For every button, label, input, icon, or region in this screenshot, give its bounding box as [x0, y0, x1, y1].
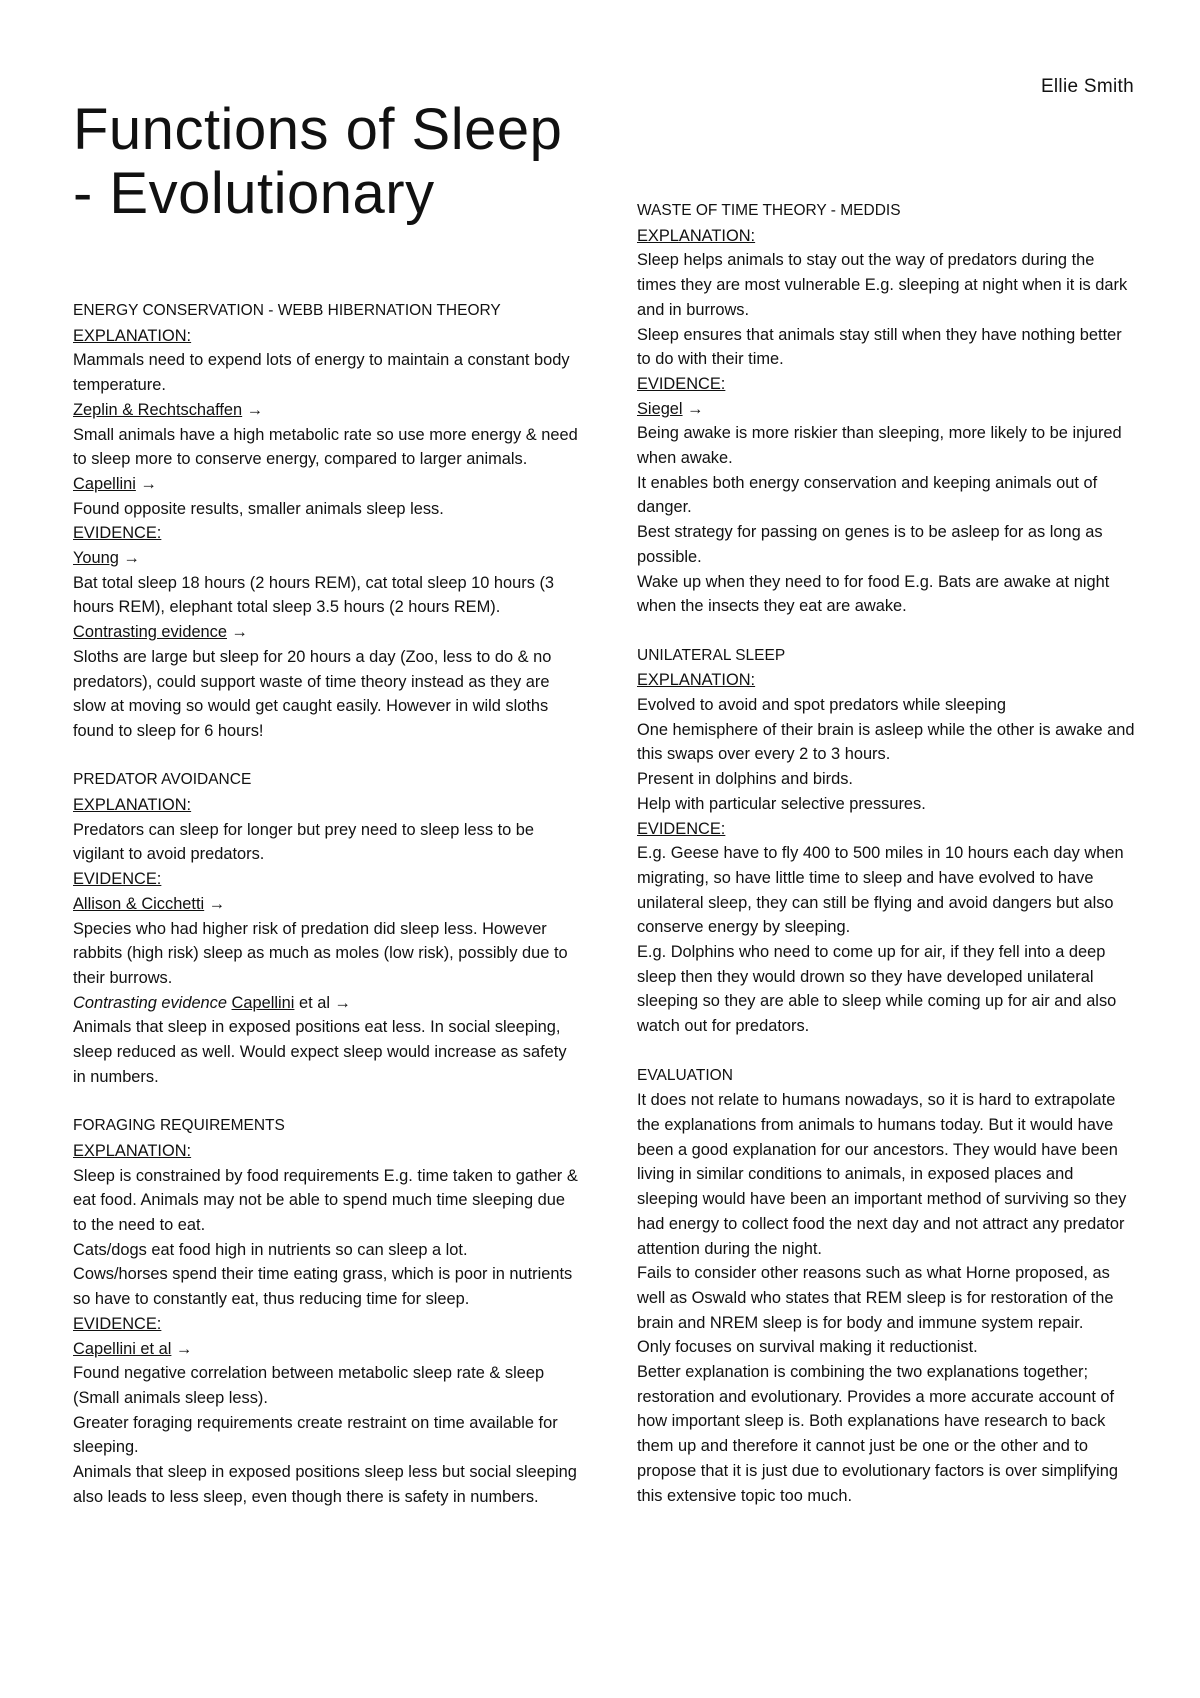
paragraph: Found negative correlation between metabolic sleep rate & sleep (Small animals sleep less).	[73, 1364, 545, 1407]
right-column	[637, 199, 1137, 1508]
study-name: Allison & Cicchetti	[73, 894, 205, 913]
paragraph: Best strategy for passing on genes is to be asleep for as long as possible.	[637, 523, 1103, 566]
paragraph: Predators can sleep for longer but prey need to sleep less to be vigilant to avoid predators.	[73, 820, 535, 864]
study-reference	[73, 892, 578, 917]
study-suffix: et al	[294, 993, 330, 1012]
section-heading-predator: PREDATOR AVOIDANCE	[73, 771, 252, 789]
paragraph: Help with particular selective pressures.	[637, 794, 926, 813]
study-reference	[73, 620, 578, 645]
paragraph: Being awake is more riskier than sleeping, more likely to be injured when awake.	[637, 424, 1122, 468]
paragraph: Animals that sleep in exposed positions eat less. In social sleeping, sleep reduced as well. Would expect sleep would increase as safety in numbers.	[73, 1018, 567, 1086]
section-heading-foraging: FORAGING REQUIREMENTS	[73, 1117, 285, 1135]
evidence-label: EVIDENCE:	[637, 374, 726, 393]
study-reference	[73, 991, 578, 1016]
paragraph: Wake up when they need to for food E.g. Bats are awake at night when the insects they eat are awake.	[637, 572, 1110, 616]
explanation-label: EXPLANATION:	[73, 1141, 192, 1160]
study-reference	[73, 1337, 578, 1362]
paragraph: Small animals have a high metabolic rate so use more energy & need to sleep more to conserve energy, compared to larger animals.	[73, 425, 578, 469]
study-name: Capellini	[231, 993, 295, 1012]
paragraph: Fails to consider other reasons such as what Horne proposed, as well as Oswald who states that REM sleep is for restoration of the brain and NREM sleep is for body and immune system repair.	[637, 1264, 1114, 1332]
section-heading-waste: WASTE OF TIME THEORY - MEDDIS	[637, 202, 901, 219]
arrow-icon: →	[175, 1339, 193, 1358]
paragraph: Species who had higher risk of predation did sleep less. However rabbits (high risk) sleep as much as moles (low risk), possibly due to their burrows.	[73, 919, 568, 987]
spacer	[637, 1039, 1137, 1064]
evidence-label: EVIDENCE:	[73, 524, 162, 543]
paragraph: Sleep is constrained by food requirements E.g. time taken to gather & eat food. Animals may not be able to spend much time sleeping due to the need to eat.	[73, 1166, 578, 1234]
paragraph: Found opposite results, smaller animals sleep less.	[73, 499, 444, 518]
arrow-icon: →	[246, 400, 264, 419]
study-reference	[73, 546, 578, 571]
study-reference	[637, 397, 1137, 422]
evidence-label: EVIDENCE:	[73, 870, 162, 889]
paragraph: Only focuses on survival making it reductionist.	[637, 1338, 978, 1357]
arrow-icon: →	[687, 399, 704, 418]
study-reference	[73, 472, 578, 497]
evidence-label: EVIDENCE:	[637, 819, 726, 838]
spacer	[637, 619, 1137, 644]
evidence-label: EVIDENCE:	[73, 1314, 162, 1333]
study-name: Capellini	[73, 474, 136, 493]
paragraph: Evolved to avoid and spot predators while sleeping	[637, 696, 1007, 715]
arrow-icon: →	[208, 894, 226, 913]
paragraph: Animals that sleep in exposed positions sleep less but social sleeping also leads to less sleep, even though there is safety in numbers.	[73, 1463, 577, 1506]
left-column	[73, 299, 578, 1509]
paragraph: Cats/dogs eat food high in nutrients so can sleep a lot.	[73, 1240, 468, 1259]
arrow-icon: →	[123, 549, 140, 568]
paragraph: Mammals need to expend lots of energy to maintain a constant body temperature.	[73, 351, 570, 395]
study-name: Young	[73, 549, 119, 568]
study-name: Siegel	[637, 399, 683, 418]
paragraph: Bat total sleep 18 hours (2 hours REM), cat total sleep 10 hours (3 hours REM), elephant total sleep 3.5 hours (2 hours REM).	[73, 573, 555, 617]
paragraph: Sleep ensures that animals stay still when they have nothing better to do with their time.	[637, 325, 1122, 369]
explanation-label: EXPLANATION:	[73, 796, 192, 815]
paragraph: Present in dolphins and birds.	[637, 770, 853, 789]
paragraph: It enables both energy conservation and keeping animals out of danger.	[637, 473, 1098, 517]
section-heading-evaluation: EVALUATION	[637, 1066, 733, 1084]
explanation-label: EXPLANATION:	[637, 226, 756, 245]
study-name: Zeplin & Rechtschaffen	[73, 400, 243, 419]
paragraph: Greater foraging requirements create restraint on time available for sleeping.	[73, 1413, 558, 1457]
spacer	[73, 1089, 578, 1114]
arrow-icon: →	[334, 993, 351, 1012]
paragraph: Sloths are large but sleep for 20 hours a day (Zoo, less to do & no predators), could support waste of time theory instead as they are slow at moving so would get caught easily. However in wild sloths found to sleep for 6 hours!	[73, 647, 552, 740]
study-name: Capellini et al	[73, 1339, 172, 1358]
section-heading-energy: ENERGY CONSERVATION - WEBB HIBERNATION THEORY	[73, 302, 501, 319]
paragraph: Cows/horses spend their time eating grass, which is poor in nutrients so have to constantly eat, thus reducing time for sleep.	[73, 1265, 573, 1309]
paragraph: E.g. Dolphins who need to come up for air, if they fell into a deep sleep then they would drown so they have developed unilateral sleeping so they are able to sleep while coming up for air and also watch out for predators.	[637, 943, 1117, 1036]
page-title: Functions of Sleep - Evolutionary	[73, 97, 563, 226]
paragraph: It does not relate to humans nowadays, so it is hard to extrapolate the explanations from animals to humans today. But it would have been a good explanation for our ancestors. They would have been living in similar conditions to animals, in exposed places and sleeping would have been an important method of surviving so they had energy to collect food the next day and not attract any predator attention during the night.	[637, 1091, 1127, 1258]
arrow-icon: →	[231, 623, 248, 642]
paragraph: Sleep helps animals to stay out the way of predators during the times they are most vulnerable E.g. sleeping at night when it is dark and in burrows.	[637, 251, 1128, 319]
arrow-icon: →	[140, 474, 157, 493]
spacer	[73, 744, 578, 769]
section-heading-unilateral: UNILATERAL SLEEP	[637, 646, 786, 664]
author-name: Ellie Smith	[1040, 76, 1134, 97]
paragraph: E.g. Geese have to fly 400 to 500 miles in 10 hours each day when migrating, so have little time to sleep and have evolved to have unilateral sleep, they can still be flying and avoid dangers but also conserve energy by sleeping.	[637, 844, 1124, 937]
paragraph: One hemisphere of their brain is asleep while the other is awake and this swaps over every 2 to 3 hours.	[637, 720, 1135, 764]
contrast-label: Contrasting evidence	[73, 993, 227, 1012]
study-reference	[73, 398, 578, 423]
paragraph: Better explanation is combining the two explanations together; restoration and evolutionary. Provides a more accurate account of how important sleep is. Both explanations have research to back them up and therefore it cannot just be one or the other and to propose that it is just due to evolutionary factors is over simplifying this extensive topic too much.	[637, 1363, 1119, 1505]
explanation-label: EXPLANATION:	[637, 671, 756, 690]
study-name: Contrasting evidence	[73, 623, 227, 642]
explanation-label: EXPLANATION:	[73, 326, 192, 345]
